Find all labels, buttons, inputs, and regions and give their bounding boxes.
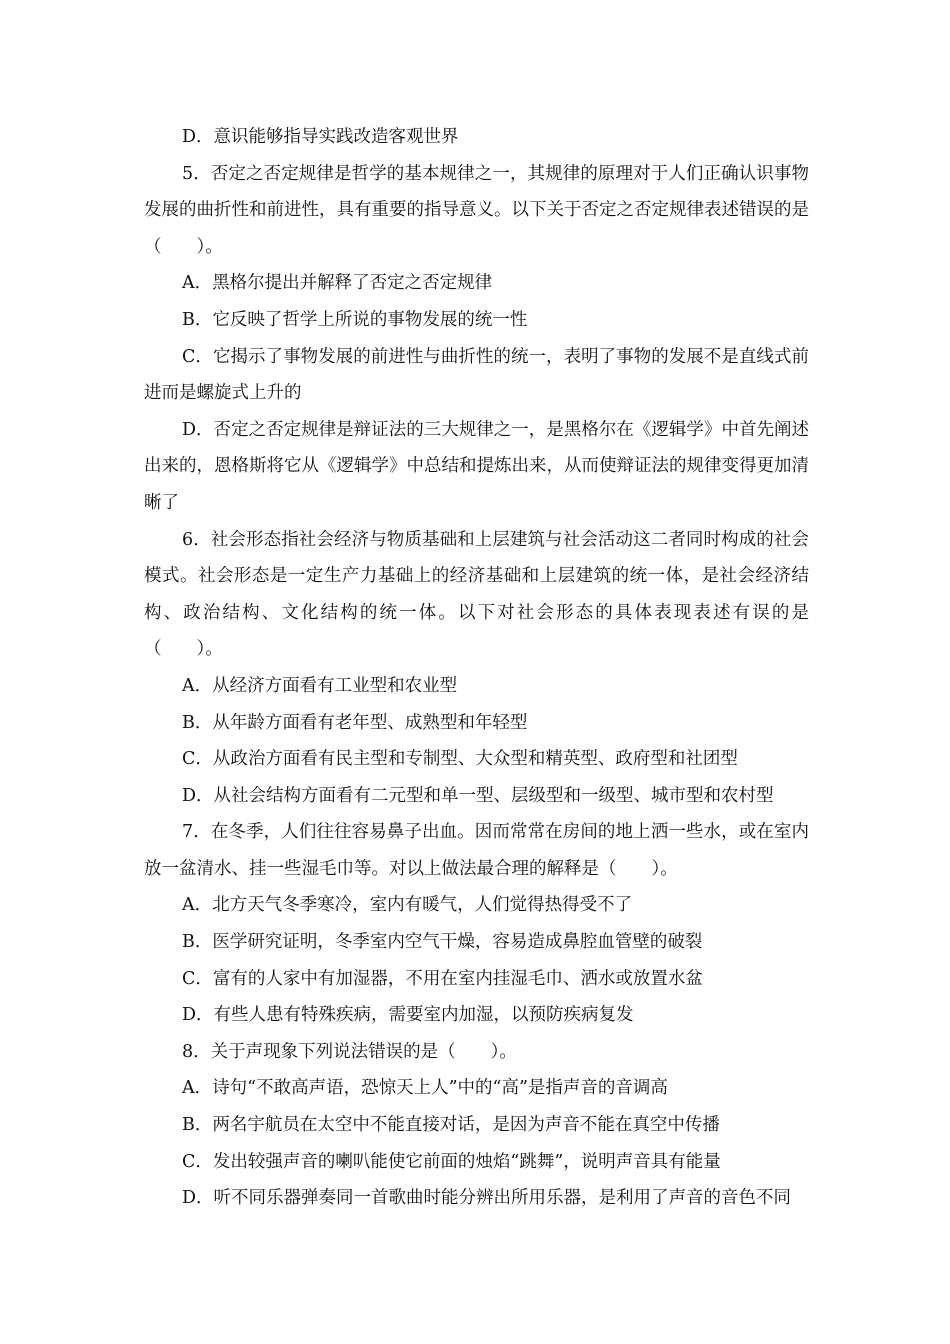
option-b-q6: B．从年龄方面看有老年型、成熟型和年轻型 xyxy=(182,712,528,733)
option-a-q6: A．从经济方面看有工业型和农业型 xyxy=(182,675,458,696)
option-c-q8: C．发出较强声音的喇叭能使它前面的烛焰“跳舞”，说明声音具有能量 xyxy=(182,1151,721,1172)
option-d-q7: D．有些人患有特殊疾病，需要室内加湿，以预防疾病复发 xyxy=(182,1005,634,1026)
option-d-q5: D．否定之否定规律是辩证法的三大规律之一，是黑格尔在《逻辑学》中首先阐述出来的，恩格斯将它从《逻辑学》中总结和提炼出来，从而使辩证法的规律变得更加清晰了 xyxy=(144,419,809,513)
option-d-q8: D．听不同乐器弹奏同一首歌曲时能分辨出所用乐器，是利用了声音的音色不同 xyxy=(182,1188,792,1209)
option-b-q8: B．两名宇航员在太空中不能直接对话，是因为声音不能在真空中传播 xyxy=(182,1115,720,1136)
question-8: 8．关于声现象下列说法错误的是（ ）。 xyxy=(182,1041,517,1062)
option-a-q8: A．诗句“不敢高声语，恐惊天上人”中的“高”是指声音的音调高 xyxy=(182,1078,668,1099)
option-a-q7: A．北方天气冬季寒冷，室内有暖气，人们觉得热得受不了 xyxy=(182,895,633,916)
question-6: 6．社会形态指社会经济与物质基础和上层建筑与社会活动这二者同时构成的社会模式。社会形态是一定生产力基础上的经济基础和上层建筑的统一体，是社会经济结构、政治结构、文化结构的统一体。以下对社会形态的具体表现表述有误的是（ ）。 xyxy=(144,529,809,660)
option-d-q4: D．意识能够指导实践改造客观世界 xyxy=(182,127,459,147)
question-7: 7．在冬季，人们往往容易鼻子出血。因而常常在房间的地上洒一些水，或在室内放一盆清水、挂一些湿毛巾等。对以上做法最合理的解释是（ ）。 xyxy=(144,822,809,879)
option-c-q6: C．从政治方面看有民主型和专制型、大众型和精英型、政府型和社团型 xyxy=(182,749,738,770)
document-body xyxy=(144,119,809,1217)
question-5: 5．否定之否定规律是哲学的基本规律之一，其规律的原理对于人们正确认识事物发展的曲折性和前进性，具有重要的指导意义。以下关于否定之否定规律表述错误的是（ ）。 xyxy=(144,163,809,257)
option-d-q6: D．从社会结构方面看有二元型和单一型、层级型和一级型、城市型和农村型 xyxy=(182,785,774,806)
option-c-q5: C．它揭示了事物发展的前进性与曲折性的统一，表明了事物的发展不是直线式前进而是螺旋式上升的 xyxy=(144,346,809,404)
option-c-q7: C．富有的人家中有加湿器，不用在室内挂湿毛巾、洒水或放置水盆 xyxy=(182,968,703,989)
option-b-q5: B．它反映了哲学上所说的事物发展的统一性 xyxy=(182,309,528,330)
option-a-q5: A．黑格尔提出并解释了否定之否定规律 xyxy=(182,273,493,294)
option-b-q7: B．医学研究证明，冬季室内空气干燥，容易造成鼻腔血管壁的破裂 xyxy=(182,932,703,953)
